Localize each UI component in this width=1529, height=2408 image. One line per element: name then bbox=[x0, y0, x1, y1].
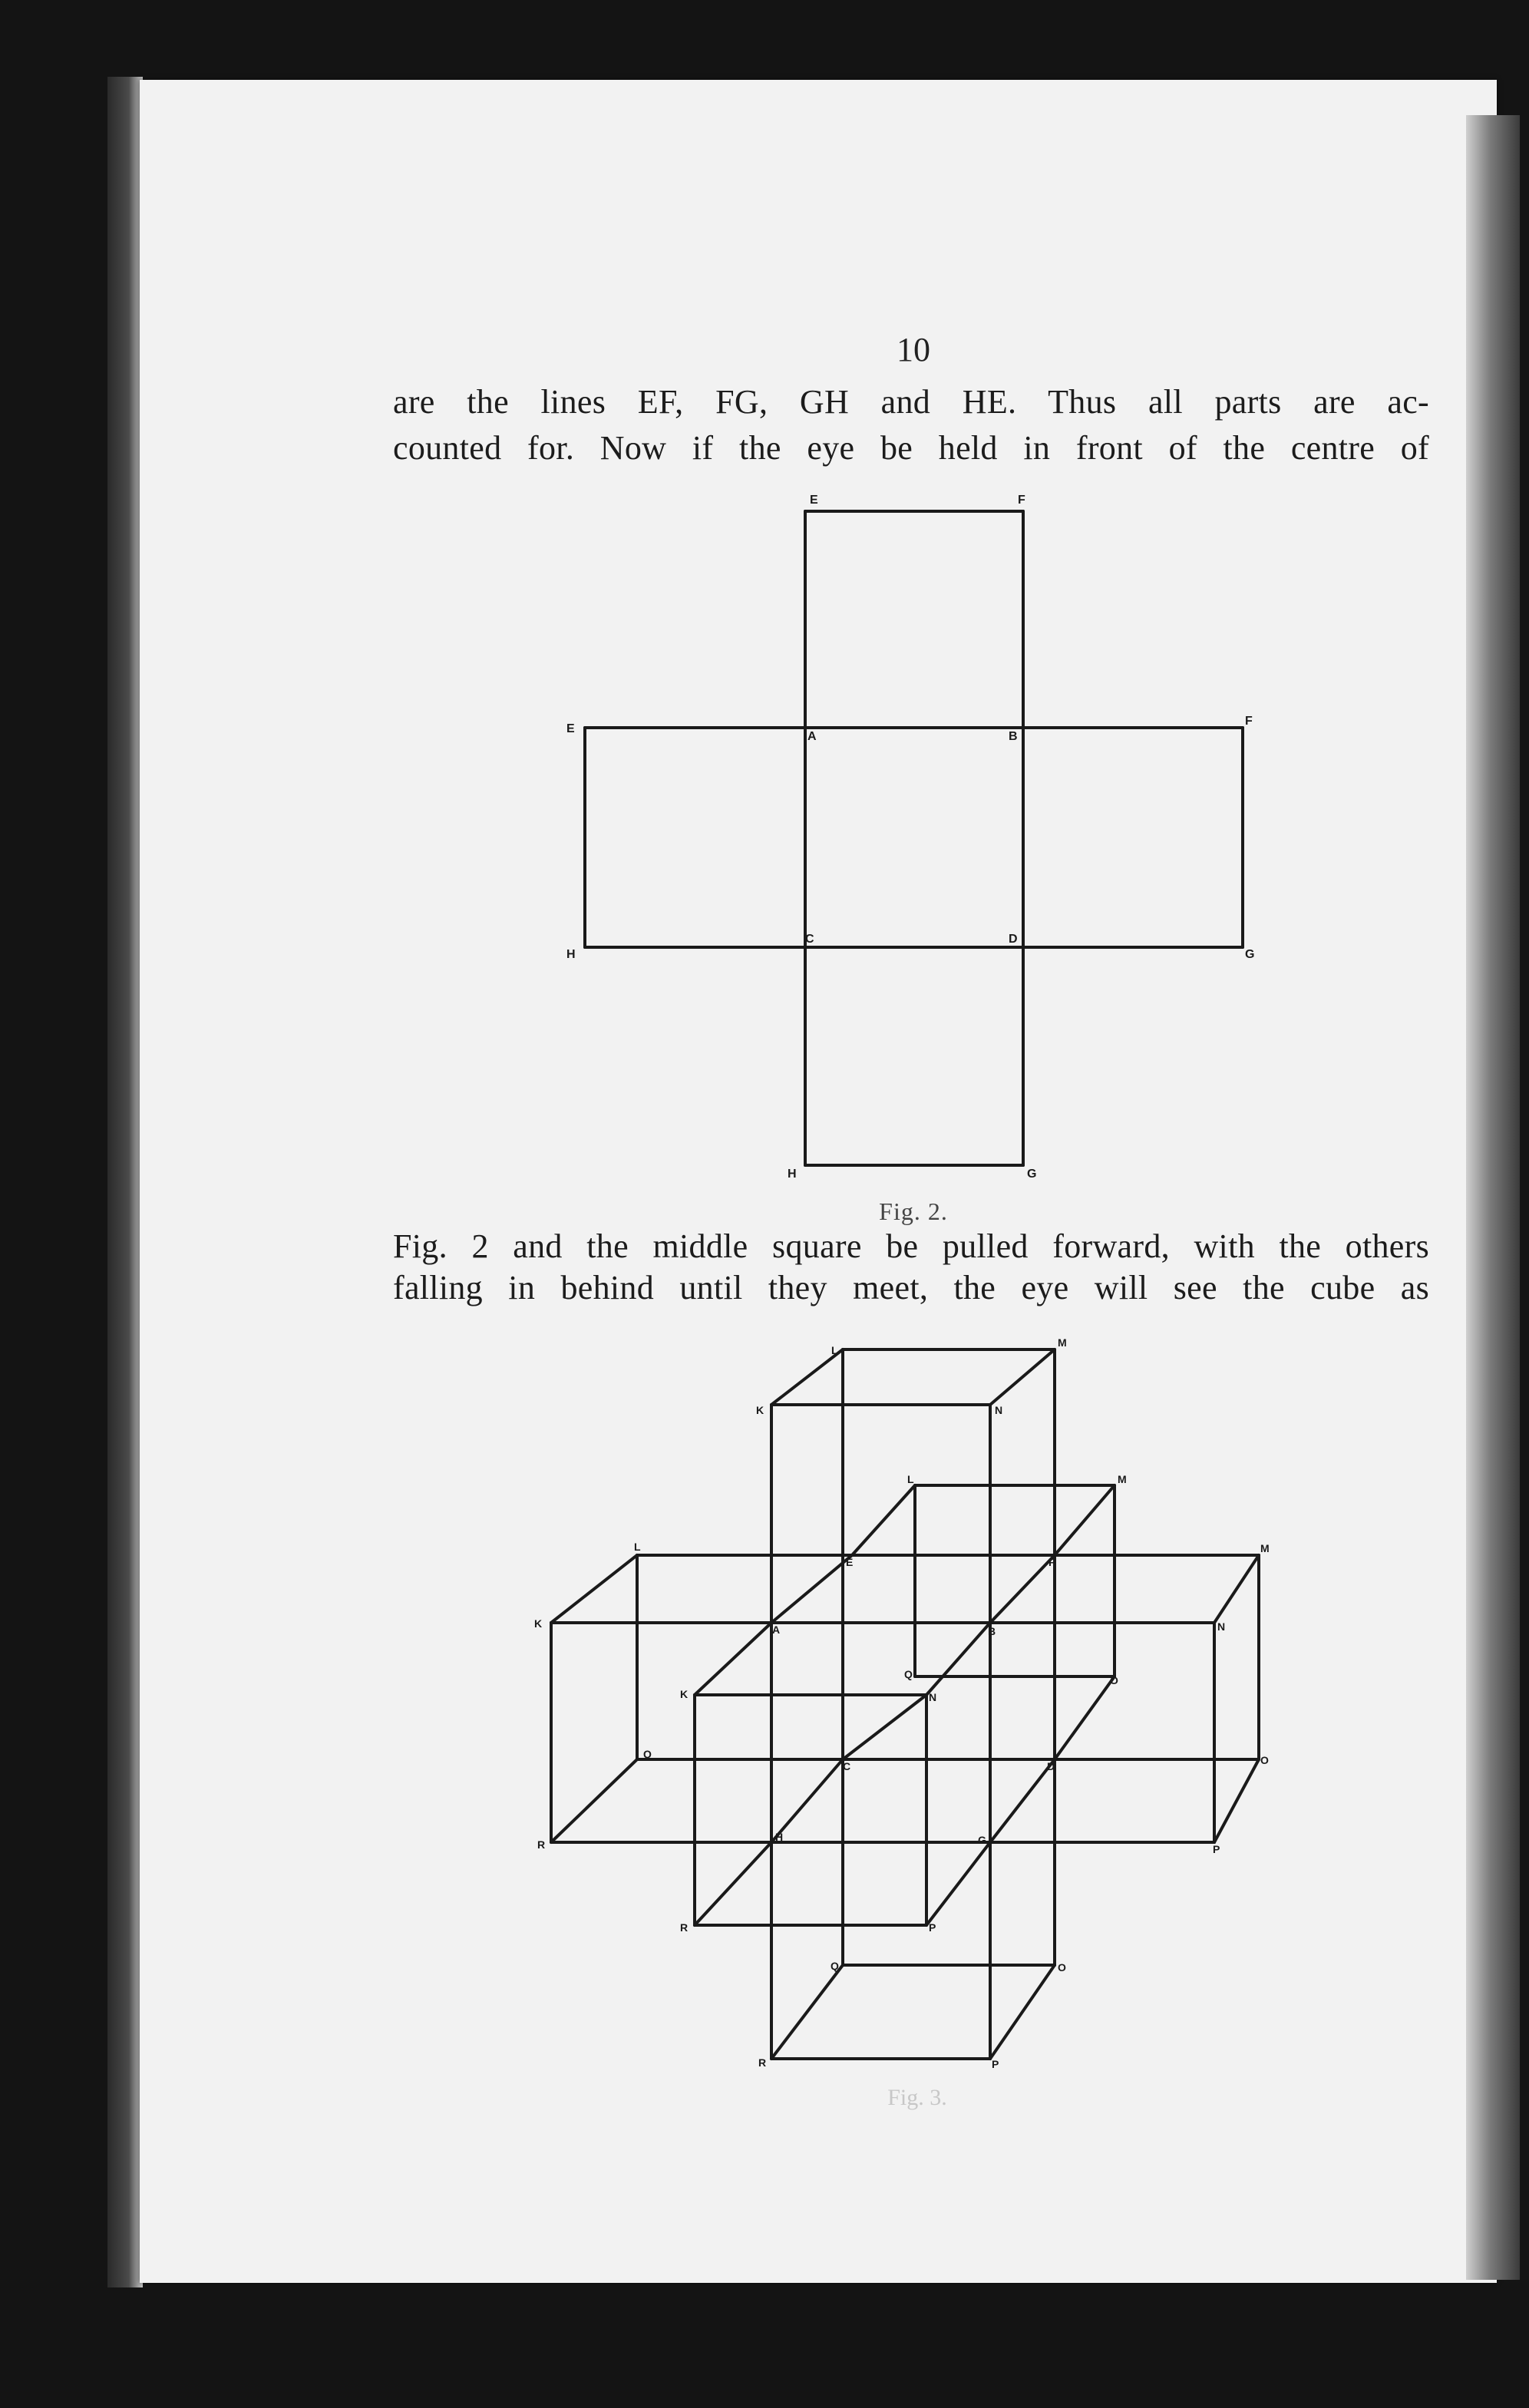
fig2-label-d: D bbox=[1009, 933, 1018, 946]
fig3-lines bbox=[551, 1349, 1259, 2059]
fig3-label-n-top: N bbox=[995, 1404, 1003, 1416]
fig3-label-d: D bbox=[1047, 1760, 1055, 1772]
fig2-label-b: B bbox=[1009, 730, 1018, 743]
fig2-label-g-bottom: G bbox=[1027, 1168, 1037, 1181]
fig3-label-m-back: M bbox=[1118, 1473, 1127, 1485]
paragraph-2-line-1: Fig. 2 and the middle square be pulled forward, with the others bbox=[393, 1227, 1429, 1265]
fig3-label-o-back: O bbox=[1110, 1674, 1118, 1686]
fig3-label-k-top: K bbox=[756, 1404, 764, 1416]
fig3-label-q-back: Q bbox=[904, 1668, 913, 1680]
fig3-label-h: H bbox=[775, 1831, 784, 1843]
fig3-label-n-right: N bbox=[1217, 1620, 1226, 1633]
fig3-label-c: C bbox=[843, 1760, 851, 1772]
fig2-label-c: C bbox=[805, 933, 814, 946]
fig3-label-b: B bbox=[988, 1625, 996, 1637]
fig3-label-p-bottom: P bbox=[992, 2058, 999, 2070]
fig3-label-r-front: R bbox=[680, 1921, 689, 1934]
fig3-label-q-left: Q bbox=[643, 1748, 652, 1760]
fig2-label-a: A bbox=[807, 730, 817, 743]
paragraph-1-line-1: are the lines EF, FG, GH and HE. Thus all parts are ac- bbox=[393, 383, 1429, 421]
fig3-label-r-left: R bbox=[537, 1838, 546, 1851]
fig2-label-g-right: G bbox=[1245, 948, 1255, 961]
fig3-label-k-front: K bbox=[680, 1688, 689, 1700]
fig2-label-e: E bbox=[810, 494, 818, 507]
fig3-labels bbox=[534, 1336, 1270, 2070]
fig3-label-r-bottom: R bbox=[758, 2056, 767, 2069]
fig3-label-p-front: P bbox=[929, 1921, 936, 1934]
fig3-label-m-top: M bbox=[1058, 1336, 1067, 1349]
fig2-label-h-bottom: H bbox=[788, 1168, 797, 1181]
fig3-label-m-right: M bbox=[1260, 1542, 1270, 1554]
fig2-caption: Fig. 2. bbox=[879, 1197, 948, 1225]
fig3-label-o-bottom: O bbox=[1058, 1961, 1066, 1974]
fig2-label-e-left: E bbox=[566, 722, 575, 735]
fig2-label-f-right: F bbox=[1245, 715, 1253, 728]
fig2-label-h-left: H bbox=[566, 948, 576, 961]
fig3-label-q-bottom: Q bbox=[831, 1960, 839, 1972]
fig3-label-l-left: L bbox=[634, 1541, 641, 1553]
fig3-faint-caption: Fig. 3. bbox=[887, 2085, 947, 2110]
page-number: 10 bbox=[897, 331, 930, 368]
fig3-label-o-right: O bbox=[1260, 1754, 1269, 1766]
fig3-label-g: G bbox=[978, 1834, 986, 1846]
fig3-label-n-front: N bbox=[929, 1691, 937, 1703]
fig3-label-e: E bbox=[846, 1556, 854, 1568]
fig3-label-a: A bbox=[772, 1624, 781, 1636]
fig3-label-l-top: L bbox=[831, 1344, 838, 1356]
fig2-label-f: F bbox=[1018, 494, 1025, 507]
fig3-label-k-left: K bbox=[534, 1617, 543, 1630]
fig3-label-l-back: L bbox=[907, 1473, 914, 1485]
fig3-label-f: F bbox=[1049, 1556, 1055, 1568]
paragraph-2-line-2: falling in behind until they meet, the eye will see the cube as bbox=[393, 1269, 1429, 1306]
paragraph-1-line-2: counted for. Now if the eye be held in front of the centre of bbox=[393, 429, 1429, 467]
fig3-label-p-right: P bbox=[1213, 1843, 1220, 1855]
